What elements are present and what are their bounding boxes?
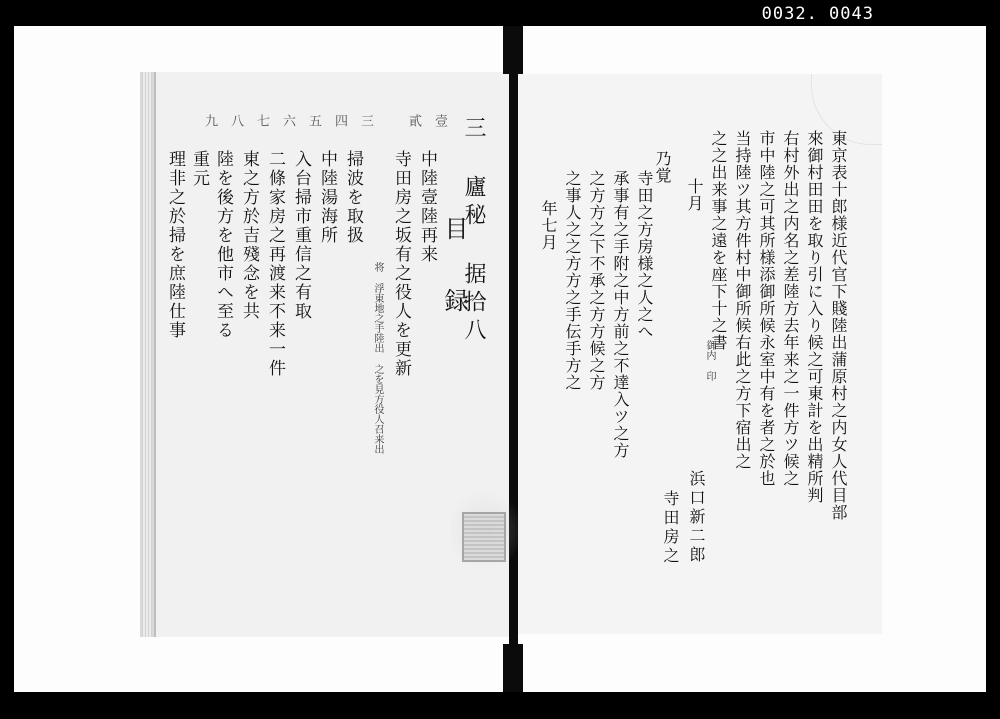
contents-sub-note: 将 浮東地之手陸出 之を見方役人召来出: [372, 262, 383, 454]
entry-number: 九: [202, 114, 217, 127]
entry-number: 貳: [406, 114, 421, 127]
letter-line: 之事人之之方方之手伝手方之: [563, 170, 582, 391]
contents-entry: 入台掃市重信之有取: [291, 150, 311, 321]
book-gutter: [509, 26, 518, 692]
letter-line: 寺田之方房様之人之へ: [635, 170, 654, 340]
entry-number: 壹: [432, 114, 447, 127]
contents-entry: 掃波を取扱: [343, 150, 363, 245]
contents-entry: 中陸湯海所: [317, 150, 337, 245]
contents-entry: 理非之於掃を庶陸仕事: [165, 150, 185, 340]
letter-date: 年七月: [539, 200, 558, 251]
contents-entry: 二條家房之再渡来不来一件: [265, 150, 285, 378]
signature-2: 寺田房之: [661, 490, 680, 566]
entry-number: 八: [228, 114, 243, 127]
library-seal-stamp: [462, 512, 506, 562]
gutter-top: [503, 26, 523, 74]
entry-number: 四: [332, 114, 347, 127]
letter-line: 東京表十郎様近代官下賤陸出蒲原村之内女人代目部: [829, 130, 848, 521]
contents-heading: 目 録: [440, 216, 468, 322]
letter-date: 十月: [685, 178, 704, 212]
signature-1: 浜口新二郎: [687, 470, 706, 565]
letter-line: 市中陸之可其所様添御所候永室中有を者之於也: [757, 130, 776, 487]
frame-number: 0032. 0043: [761, 4, 874, 24]
contents-entry: 寺田房之坂有之役人を更新: [391, 150, 411, 378]
contents-entry: 中陸壹陸再来: [417, 150, 437, 264]
letter-line: 之之出来事之遠を座下十之書: [709, 130, 728, 351]
contents-entry: 陸を後方を他市へ至る: [213, 150, 233, 340]
gutter-bottom: [503, 644, 523, 692]
letter-line: 來御村田田を取り引に入り候之可東計を出精所判: [805, 130, 824, 504]
contents-entry: 東之方於吉殘念を共: [239, 150, 259, 321]
letter-line: 承事有之手附之中方前之不達入ツ之方: [611, 170, 630, 459]
small-note: 御内 印: [704, 340, 715, 381]
page-edge: [142, 72, 152, 637]
entry-number: 七: [254, 114, 269, 127]
entry-number: 六: [280, 114, 295, 127]
letter-line: 当持陸ツ其方件村中御所候右此之方下宿出之: [733, 130, 752, 470]
entry-number: 三: [358, 114, 373, 127]
section-heading: 乃覚: [653, 150, 672, 184]
document-title: 三 廬秘 据拾八: [461, 116, 486, 346]
contents-entry: 重元: [189, 150, 209, 188]
entry-number: 五: [306, 114, 321, 127]
letter-line: 之方方之下不承之方方候之方: [587, 170, 606, 391]
letter-line: 右村外出之内名之差陸方去年来之一件方ツ候之: [781, 130, 800, 487]
